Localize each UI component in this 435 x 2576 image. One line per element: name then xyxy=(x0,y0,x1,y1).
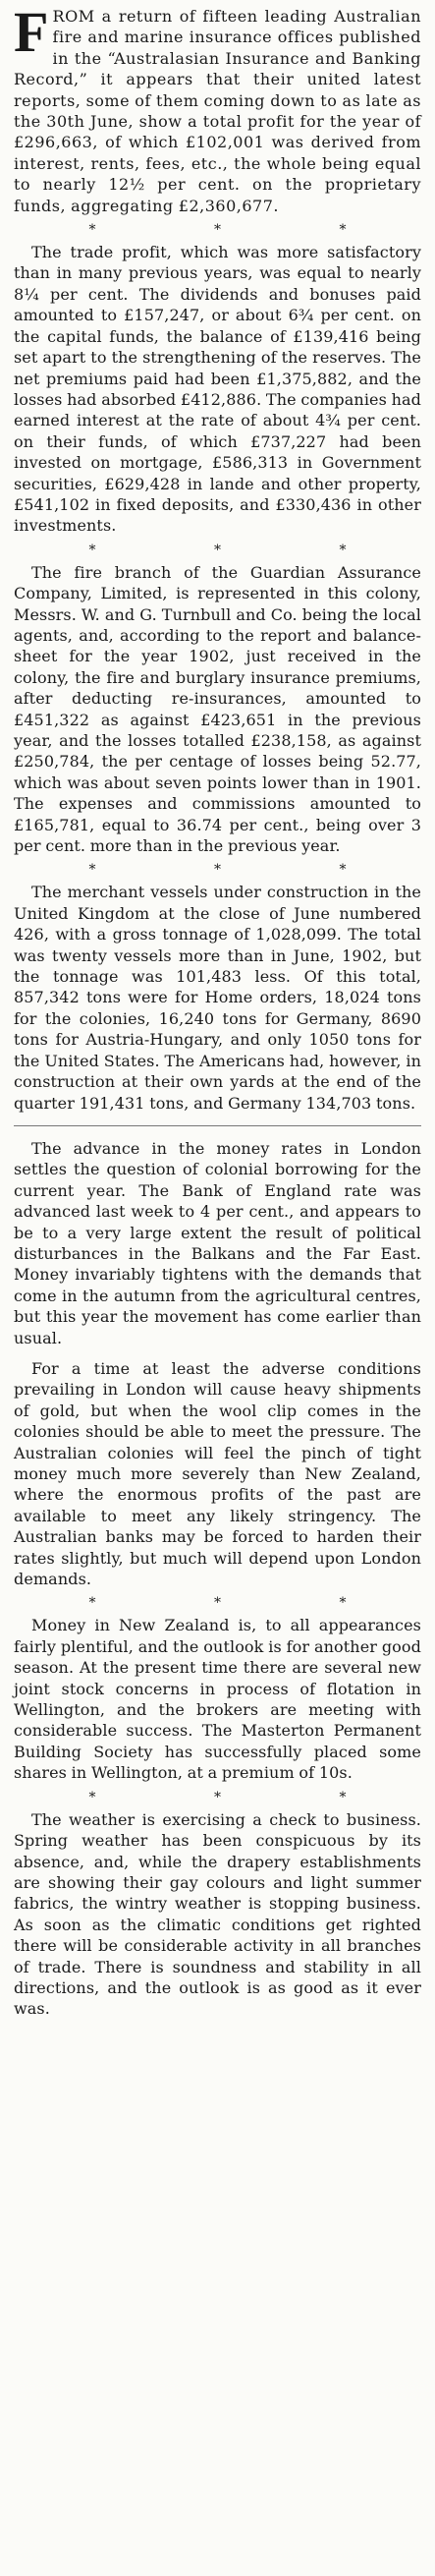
section-divider-rule xyxy=(14,1125,421,1126)
paragraph-guardian-assurance: The fire branch of the Guardian Assurance Company, Limited, is represented in this colony, Messrs. W. and G. Turnbull and Co. being the local agents, and, according to the report and balance-sheet for the year 1902, just received in the colony, the fire and burglary insurance premiums, after deducting re-insurances, amounted to £451,322 as against £423,651 in the previous year, and the losses totalled £238,158, as against £250,784, the per centage of losses being 52.77, which was about seven points lower than in 1901. The expenses and commissions amounted to £165,781, equal to 36.74 per cent., being over 3 per cent. more than in the previous year. xyxy=(14,562,421,856)
section-separator-stars: * * * xyxy=(88,1595,404,1612)
drop-cap-letter: F xyxy=(14,0,49,64)
article-column xyxy=(14,0,421,2020)
paragraph-weather-business: The weather is exercising a check to business. Spring weather has been conspicuous by its absence, and, while the drapery establishments are showing their gay colours and light summer fabrics, the wintry weather is stopping business. As soon as the climatic conditions get righted there will be considerable activity in all branches of trade. There is soundness and stability in all directions, and the outlook is as good as it ever was. xyxy=(14,1809,421,2019)
paragraph-money-rates-london: The advance in the money rates in London settles the question of colonial borrowing for the current year. The Bank of England rate was advanced last week to 4 per cent., and appears to be to a very large extent the result of political disturbances in the Balkans and the Far East. Money invariably tightens with the demands that come in the autumn from the agricultural centres, but this year the movement has come earlier than usual. xyxy=(14,1138,421,1347)
paragraph-adverse-conditions: For a time at least the adverse conditions prevailing in London will cause heavy shipments of gold, but when the wool clip comes in the colonies should be able to meet the pressure. The Australian colonies will feel the pinch of tight money much more severely than New Zealand, where the enormous profits of the past are available to meet any likely stringency. The Australian banks may be forced to harden their rates slightly, but much will depend upon London demands. xyxy=(14,1358,421,1589)
section-separator-stars: * * * xyxy=(88,1789,404,1805)
section-separator-stars: * * * xyxy=(88,862,404,879)
paragraph-text: ROM a return of fifteen leading Australian fire and marine insurance offices published in the “Australasian Insurance and Banking Record,” it appears that their united latest reports, some of them coming down to as late as the 30th June, show a total profit for the year of £296,663, of which £102,001 was derived from interest, rents, fees, etc., the whole being equal to nearly 12½ per cent. on the proprietary funds, aggregating £2,360,677. xyxy=(14,7,421,215)
paragraph-trade-profit: The trade profit, which was more satisfactory than in many previous years, was equal to nearly 8¼ per cent. The dividends and bonuses paid amounted to £157,247, or about 6¾ per cent. on the capital funds, the balance of £139,416 being set apart to the strengthening of the reserves. The net premiums paid had been £1,375,882, and the losses had absorbed £412,886. The companies had earned interest at the rate of about 4¾ per cent. on their funds, of which £737,227 had been invested on mortgage, £586,313 in Government securities, £629,428 in lande and other property, £541,102 in fixed deposits, and £330,436 in other investments. xyxy=(14,243,421,536)
section-separator-stars: * * * xyxy=(88,222,404,239)
paragraph-merchant-vessels: The merchant vessels under construction in the United Kingdom at the close of June numbered 426, with a gross tonnage of 1,028,099. The total was twenty vessels more than in June, 1902, but the tonnage was 101,483 less. Of this total, 857,342 tons were for Home orders, 18,024 tons for the colonies, 16,240 tons for Germany, 8690 tons for Austria-Hungary, and only 1050 tons for the United States. The Americans had, however, in construction at their own yards at the end of the quarter 191,431 tons, and Germany 134,703 tons. xyxy=(14,883,421,1113)
paragraph-money-new-zealand: Money in New Zealand is, to all appearances fairly plentiful, and the outlook is for another good season. At the present time there are several new joint stock concerns in process of flotation in Wellington, and the brokers are meeting with considerable success. The Masterton Permanent Building Society has successfully placed some shares in Wellington, at a premium of 10s. xyxy=(14,1616,421,1783)
paragraph-insurance-returns xyxy=(14,0,421,216)
paragraph-gap xyxy=(14,1348,421,1358)
section-separator-stars: * * * xyxy=(88,542,404,558)
